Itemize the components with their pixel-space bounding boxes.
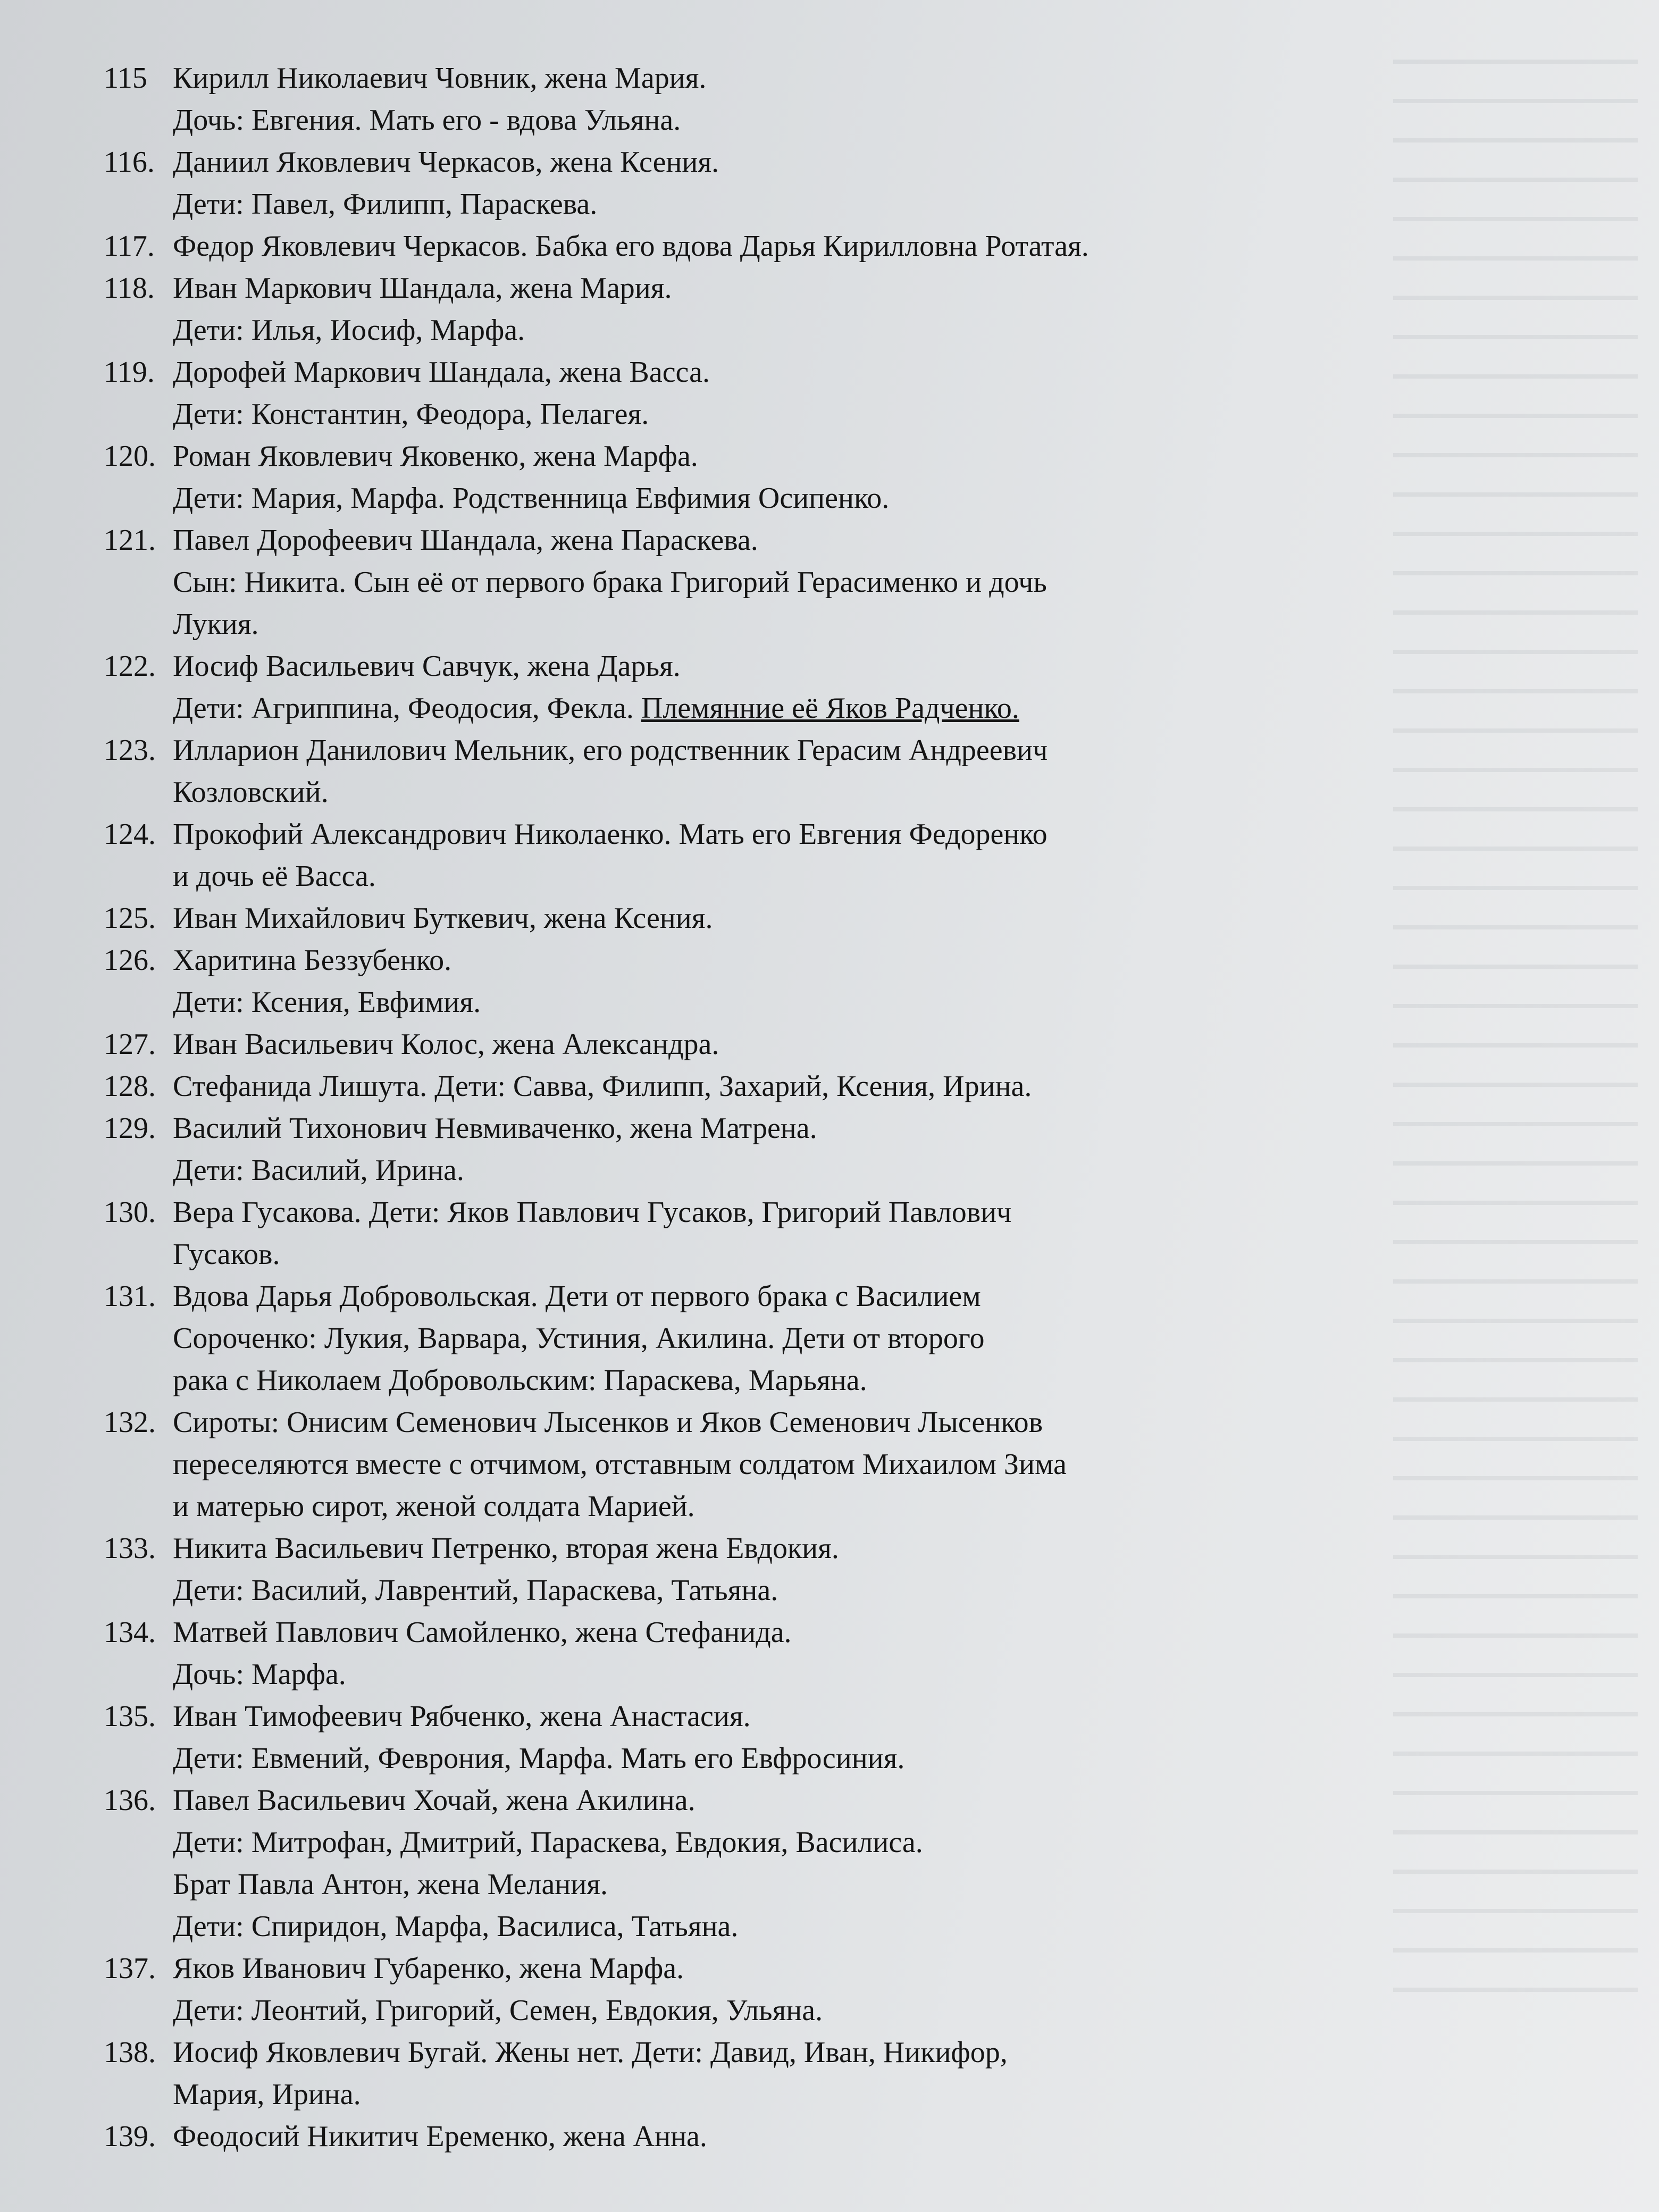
entry-line: Роман Яковлевич Яковенко, жена Марфа. — [173, 440, 698, 473]
entry-line: Вдова Дарья Добровольская. Дети от первого брака с Василием — [173, 1280, 981, 1313]
bleed-through-text — [1393, 32, 1638, 2010]
entry-line: Яков Иванович Губаренко, жена Марфа. — [173, 1952, 684, 1985]
entry-line: Гусаков. — [173, 1238, 280, 1271]
entry-number: 138. — [104, 2036, 156, 2069]
entry-number: 130. — [104, 1196, 156, 1229]
list-item — [104, 520, 1390, 646]
list-item — [104, 267, 1390, 351]
entry-line: Харитина Беззубенко. — [173, 944, 452, 977]
entry-line: Прокофий Александрович Николаенко. Мать его Евгения Федоренко — [173, 818, 1048, 851]
entry-number: 139. — [104, 2120, 156, 2153]
entry-number: 135. — [104, 1700, 156, 1733]
entry-list — [104, 57, 1390, 2158]
list-item — [104, 1108, 1390, 1192]
entry-line — [173, 688, 1390, 730]
entry-line: Сын: Никита. Сын её от первого брака Григорий Герасименко и дочь — [173, 566, 1047, 599]
entry-number: 126. — [104, 944, 156, 977]
entry-line: Сороченко: Лукия, Варвара, Устиния, Акилина. Дети от второго — [173, 1322, 985, 1355]
entry-number: 128. — [104, 1070, 156, 1103]
entry-line: Дети: Мария, Марфа. Родственница Евфимия Осипенко. — [173, 482, 890, 515]
entry-line: Дети: Константин, Феодора, Пелагея. — [173, 398, 649, 431]
list-item — [104, 1066, 1390, 1108]
entry-line: Козловский. — [173, 776, 329, 809]
entry-line-text: Дети: Агриппина, Феодосия, Фекла. — [173, 692, 641, 725]
entry-line: Феодосий Никитич Еременко, жена Анна. — [173, 2120, 707, 2153]
entry-line: Матвей Павлович Самойленко, жена Стефанида. — [173, 1616, 792, 1649]
entry-line: Вера Гусакова. Дети: Яков Павлович Гусаков, Григорий Павлович — [173, 1196, 1012, 1229]
entry-line: Федор Яковлевич Черкасов. Бабка его вдова Дарья Кирилловна Ротатая. — [173, 230, 1089, 263]
entry-line: Павел Васильевич Хочай, жена Акилина. — [173, 1784, 696, 1817]
entry-number: 125. — [104, 902, 156, 935]
entry-number: 127. — [104, 1028, 156, 1061]
list-item — [104, 1780, 1390, 1948]
entry-line: Никита Васильевич Петренко, вторая жена Евдокия. — [173, 1532, 839, 1565]
entry-number: 136. — [104, 1784, 156, 1817]
entry-number: 123. — [104, 734, 156, 767]
list-item — [104, 1696, 1390, 1780]
list-item — [104, 2116, 1390, 2158]
entry-line: переселяются вместе с отчимом, отставным солдатом Михаилом Зима — [173, 1448, 1067, 1481]
entry-number: 137. — [104, 1952, 156, 1985]
entry-number: 116. — [104, 146, 155, 179]
entry-number: 124. — [104, 818, 156, 851]
entry-number: 119. — [104, 356, 155, 389]
entry-number: 129. — [104, 1112, 156, 1145]
entry-line: Иван Тимофеевич Рябченко, жена Анастасия. — [173, 1700, 751, 1733]
list-item — [104, 1276, 1390, 1402]
entry-line: Василий Тихонович Невмиваченко, жена Матрена. — [173, 1112, 817, 1145]
entry-line: рака с Николаем Добровольским: Параскева, Марьяна. — [173, 1364, 867, 1397]
entry-line: Илларион Данилович Мельник, его родственник Герасим Андреевич — [173, 734, 1048, 767]
entry-line: Стефанида Лишута. Дети: Савва, Филипп, Захарий, Ксения, Ирина. — [173, 1070, 1032, 1103]
list-item — [104, 940, 1390, 1024]
list-item — [104, 730, 1390, 814]
list-item — [104, 1402, 1390, 1528]
entry-line: Лукия. — [173, 608, 259, 641]
list-item — [104, 225, 1390, 267]
list-item — [104, 1192, 1390, 1276]
entry-line: и дочь её Васса. — [173, 860, 376, 893]
entry-line: Дочь: Марфа. — [173, 1658, 346, 1691]
entry-line: Дети: Митрофан, Дмитрий, Параскева, Евдокия, Василиса. — [173, 1826, 923, 1859]
entry-line: Иван Михайлович Буткевич, жена Ксения. — [173, 902, 713, 935]
entry-line: Дети: Спиридон, Марфа, Василиса, Татьяна. — [173, 1910, 739, 1943]
entry-line: Павел Дорофеевич Шандала, жена Параскева. — [173, 524, 758, 557]
list-item — [104, 1024, 1390, 1066]
entry-line: Дети: Леонтий, Григорий, Семен, Евдокия, Ульяна. — [173, 1994, 823, 2027]
entry-number: 117. — [104, 230, 155, 263]
list-item — [104, 351, 1390, 435]
entry-line: Иосиф Васильевич Савчук, жена Дарья. — [173, 650, 681, 683]
entry-line: Дорофей Маркович Шандала, жена Васса. — [173, 356, 710, 389]
entry-line: Сироты: Онисим Семенович Лысенков и Яков Семенович Лысенков — [173, 1406, 1043, 1439]
entry-line: Даниил Яковлевич Черкасов, жена Ксения. — [173, 146, 719, 179]
entry-line: Иван Васильевич Колос, жена Александра. — [173, 1028, 719, 1061]
entry-line: Кирилл Николаевич Човник, жена Мария. — [173, 62, 707, 95]
entry-number: 120. — [104, 440, 156, 473]
entry-line: Брат Павла Антон, жена Мелания. — [173, 1868, 608, 1901]
list-item — [104, 1948, 1390, 2032]
list-item — [104, 2032, 1390, 2116]
entry-line: Дети: Евмений, Феврония, Марфа. Мать его Евфросиния. — [173, 1742, 905, 1775]
entry-line: Дети: Илья, Иосиф, Марфа. — [173, 314, 525, 347]
list-item — [104, 141, 1390, 225]
entry-line: Дети: Василий, Ирина. — [173, 1154, 464, 1187]
list-item — [104, 646, 1390, 730]
entry-line: Мария, Ирина. — [173, 2078, 361, 2111]
entry-number: 133. — [104, 1532, 156, 1565]
underlined-text: Племянние её Яков Радченко. — [641, 692, 1019, 725]
entry-line: Дочь: Евгения. Мать его - вдова Ульяна. — [173, 104, 681, 137]
list-item — [104, 898, 1390, 940]
entry-number: 122. — [104, 650, 156, 683]
entry-line: Дети: Ксения, Евфимия. — [173, 986, 481, 1019]
list-item — [104, 57, 1390, 141]
entry-number: 131. — [104, 1280, 156, 1313]
list-item — [104, 1612, 1390, 1696]
entry-line: Дети: Павел, Филипп, Параскева. — [173, 188, 598, 221]
entry-line: Иосиф Яковлевич Бугай. Жены нет. Дети: Давид, Иван, Никифор, — [173, 2036, 1008, 2069]
entry-number: 134. — [104, 1616, 156, 1649]
list-item — [104, 1528, 1390, 1612]
list-item — [104, 814, 1390, 898]
entry-number: 115 — [104, 62, 147, 95]
entry-number: 121. — [104, 524, 156, 557]
entry-number: 132. — [104, 1406, 156, 1439]
list-item — [104, 435, 1390, 520]
entry-line: и матерью сирот, женой солдата Марией. — [173, 1490, 695, 1523]
entry-line: Иван Маркович Шандала, жена Мария. — [173, 272, 672, 305]
entry-number: 118. — [104, 272, 155, 305]
entry-line: Дети: Василий, Лаврентий, Параскева, Татьяна. — [173, 1574, 778, 1607]
